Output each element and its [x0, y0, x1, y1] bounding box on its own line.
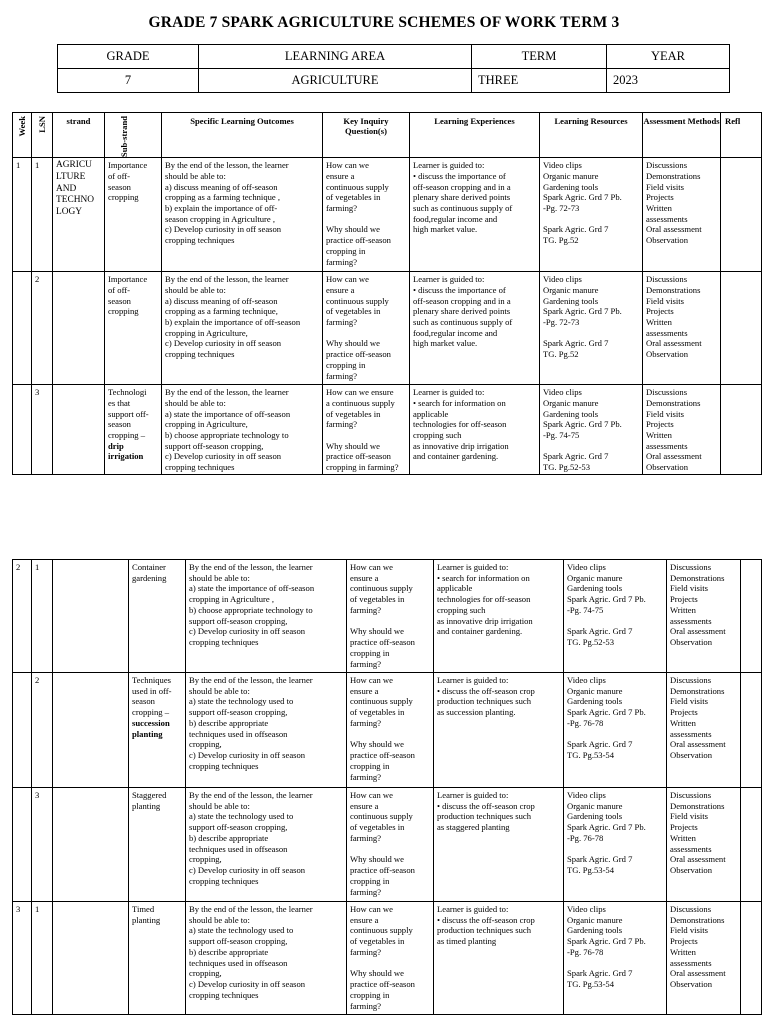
cell-resources: Video clips Organic manure Gardening tools Spark Agric. Grd 7 Pb. -Pg. 76-78 Spark Agric. Grd 7 TG. Pg.53-54 [564, 902, 667, 1015]
cell-reflection [721, 272, 762, 385]
cell-resources: Video clips Organic manure Gardening tools Spark Agric. Grd 7 Pb. -Pg. 76-78 Spark Agric. Grd 7 TG. Pg.53-54 [564, 673, 667, 788]
cell-strand [53, 788, 129, 902]
cell-outcomes: By the end of the lesson, the learner should be able to: a) state the importance of off-season cropping in Agriculture , b) choose appropriate technology to support off-season cropping, c) Develop curiosity in off season cropping techniques [186, 560, 347, 673]
cell-substrand: Techniques used in off- season cropping – succession planting [129, 673, 186, 788]
cell-lsn: 2 [32, 272, 53, 385]
cell-substrand: Container gardening [129, 560, 186, 673]
cell-resources: Video clips Organic manure Gardening tools Spark Agric. Grd 7 Pb. -Pg. 72-73 Spark Agric. Grd 7 TG. Pg.52 [540, 272, 643, 385]
column-header-row [13, 113, 762, 158]
cell-reflection [721, 158, 762, 272]
cell-assessment: Discussions Demonstrations Field visits Projects Written assessments Oral assessment Observation [667, 673, 741, 788]
col-week: Week [13, 113, 32, 158]
col-outcomes: Specific Learning Outcomes [162, 113, 323, 158]
cell-experiences: Learner is guided to: • discuss the off-season crop production techniques such as succession planting. [434, 673, 564, 788]
cell-lsn: 3 [32, 788, 53, 902]
info-value-term: THREE [472, 69, 607, 93]
cell-substrand: Staggered planting [129, 788, 186, 902]
cell-reflection [741, 673, 762, 788]
cell-inquiry: How can we ensure a continuous supply of vegetables in farming? Why should we practice off-season cropping in farming? [323, 158, 410, 272]
substrand-emphasis: drip irrigation [108, 440, 144, 462]
cell-week [13, 673, 32, 788]
col-experiences: Learning Experiences [410, 113, 540, 158]
table-row [13, 788, 762, 902]
cell-outcomes: By the end of the lesson, the learner should be able to: a) discuss meaning of off-season cropping as a farming technique, b) explain the importance of off-season cropping in Agriculture, c) Develop curiosity in off season cropping techniques [162, 272, 323, 385]
cell-lsn: 2 [32, 673, 53, 788]
cell-assessment: Discussions Demonstrations Field visits Projects Written assessments Oral assessment Observation [667, 560, 741, 673]
substrand-emphasis: succession planting [132, 717, 170, 739]
cell-lsn: 1 [32, 158, 53, 272]
cell-resources: Video clips Organic manure Gardening tools Spark Agric. Grd 7 Pb. -Pg. 72-73 Spark Agric. Grd 7 TG. Pg.52 [540, 158, 643, 272]
document-title: GRADE 7 SPARK AGRICULTURE SCHEMES OF WORK TERM 3 [148, 14, 620, 31]
info-table [57, 44, 730, 93]
cell-inquiry: How can we ensure a continuous supply of vegetables in farming? Why should we practice off-season cropping in farming? [347, 788, 434, 902]
cell-assessment: Discussions Demonstrations Field visits Projects Written assessments Oral assessment Observation [643, 385, 721, 475]
cell-reflection [741, 902, 762, 1015]
cell-inquiry: How can we ensure a continuous supply of vegetables in farming? Why should we practice off-season cropping in farming? [347, 902, 434, 1015]
col-resources: Learning Resources [540, 113, 643, 158]
cell-strand [53, 272, 105, 385]
cell-inquiry: How can we ensure a continuous supply of vegetables in farming? Why should we practice off-season cropping in farming? [323, 272, 410, 385]
col-inquiry: Key Inquiry Question(s) [323, 113, 410, 158]
table-row [13, 902, 762, 1015]
col-substrand: Sub-strand [105, 113, 162, 158]
cell-lsn: 3 [32, 385, 53, 475]
cell-week [13, 385, 32, 475]
cell-experiences: Learner is guided to: • search for information on applicable technologies for off-season cropping such as innovative drip irrigation and container gardening. [434, 560, 564, 673]
col-reflection: Refl [721, 113, 762, 158]
cell-assessment: Discussions Demonstrations Field visits Projects Written assessments Oral assessment Observation [643, 158, 721, 272]
cell-outcomes: By the end of the lesson, the learner should be able to: a) state the technology used to support off-season cropping, b) describe appropriate techniques used in offseason cropping, c) Develop curiosity in off season cropping techniques [186, 902, 347, 1015]
cell-experiences: Learner is guided to: • discuss the off-season crop production techniques such as staggered planting [434, 788, 564, 902]
info-value-grade: 7 [58, 69, 199, 93]
col-strand: strand [53, 113, 105, 158]
cell-reflection [721, 385, 762, 475]
table-row [13, 560, 762, 673]
cell-lsn: 1 [32, 560, 53, 673]
info-header-grade: GRADE [58, 45, 199, 69]
cell-assessment: Discussions Demonstrations Field visits Projects Written assessments Oral assessment Observation [667, 902, 741, 1015]
info-value-year: 2023 [607, 69, 730, 93]
cell-week [13, 272, 32, 385]
table-row [13, 385, 762, 475]
cell-outcomes: By the end of the lesson, the learner should be able to: a) discuss meaning of off-season cropping as a farming technique , b) explain the importance of off- season cropping in Agriculture , c) Develop curiosity in off season cropping techniques [162, 158, 323, 272]
cell-experiences: Learner is guided to: • discuss the importance of off-season cropping and in a plenary share derived points such as continuous supply of food,regular income and high market value. [410, 272, 540, 385]
cell-resources: Video clips Organic manure Gardening tools Spark Agric. Grd 7 Pb. -Pg. 74-75 Spark Agric. Grd 7 TG. Pg.52-53 [564, 560, 667, 673]
cell-reflection [741, 560, 762, 673]
cell-substrand: Importance of off- season cropping [105, 272, 162, 385]
info-header-row [58, 45, 730, 69]
cell-outcomes: By the end of the lesson, the learner should be able to: a) state the importance of off-season cropping in Agriculture, b) choose appropriate technology to support off-season cropping, c) Develop curiosity in off season cropping techniques [162, 385, 323, 475]
cell-strand [53, 902, 129, 1015]
cell-assessment: Discussions Demonstrations Field visits Projects Written assessments Oral assessment Observation [643, 272, 721, 385]
cell-substrand: Timed planting [129, 902, 186, 1015]
info-value-row [58, 69, 730, 93]
col-lsn: LSN [32, 113, 53, 158]
info-header-term: TERM [472, 45, 607, 69]
cell-experiences: Learner is guided to: • search for information on applicable technologies for off-season cropping such as innovative drip irrigation and container gardening. [410, 385, 540, 475]
schemes-table-1 [12, 112, 762, 475]
cell-inquiry: How can we ensure a continuous supply of vegetables in farming? Why should we practice off-season cropping in farming? [347, 560, 434, 673]
cell-substrand: Importance of off- season cropping [105, 158, 162, 272]
schemes-table-2 [12, 559, 762, 1015]
cell-week [13, 788, 32, 902]
table-row [13, 158, 762, 272]
cell-substrand: Technologi es that support off- season cropping – drip irrigation [105, 385, 162, 475]
cell-week: 3 [13, 902, 32, 1015]
cell-reflection [741, 788, 762, 902]
cell-strand [53, 385, 105, 475]
cell-strand: AGRICU LTURE AND TECHNO LOGY [53, 158, 105, 272]
info-header-year: YEAR [607, 45, 730, 69]
cell-week: 1 [13, 158, 32, 272]
info-value-learning-area: AGRICULTURE [199, 69, 472, 93]
col-assessment: Assessment Methods [643, 113, 721, 158]
cell-outcomes: By the end of the lesson, the learner should be able to: a) state the technology used to support off-season cropping, b) describe appropriate techniques used in offseason cropping, c) Develop curiosity in off season cropping techniques [186, 788, 347, 902]
table-row [13, 673, 762, 788]
cell-resources: Video clips Organic manure Gardening tools Spark Agric. Grd 7 Pb. -Pg. 76-78 Spark Agric. Grd 7 TG. Pg.53-54 [564, 788, 667, 902]
cell-assessment: Discussions Demonstrations Field visits Projects Written assessments Oral assessment Observation [667, 788, 741, 902]
cell-inquiry: How can we ensure a continuous supply of vegetables in farming? Why should we practice off-season cropping in farming? [323, 385, 410, 475]
table-row [13, 272, 762, 385]
cell-inquiry: How can we ensure a continuous supply of vegetables in farming? Why should we practice off-season cropping in farming? [347, 673, 434, 788]
cell-lsn: 1 [32, 902, 53, 1015]
cell-experiences: Learner is guided to: • discuss the off-season crop production techniques such as timed planting [434, 902, 564, 1015]
cell-week: 2 [13, 560, 32, 673]
cell-experiences: Learner is guided to: • discuss the importance of off-season cropping and in a plenary share derived points such as continuous supply of food,regular income and high market value. [410, 158, 540, 272]
cell-resources: Video clips Organic manure Gardening tools Spark Agric. Grd 7 Pb. -Pg. 74-75 Spark Agric. Grd 7 TG. Pg.52-53 [540, 385, 643, 475]
info-header-learning-area: LEARNING AREA [199, 45, 472, 69]
cell-strand [53, 560, 129, 673]
cell-outcomes: By the end of the lesson, the learner should be able to: a) state the technology used to support off-season cropping, b) describe appropriate techniques used in offseason cropping, c) Develop curiosity in off season cropping techniques [186, 673, 347, 788]
cell-strand [53, 673, 129, 788]
